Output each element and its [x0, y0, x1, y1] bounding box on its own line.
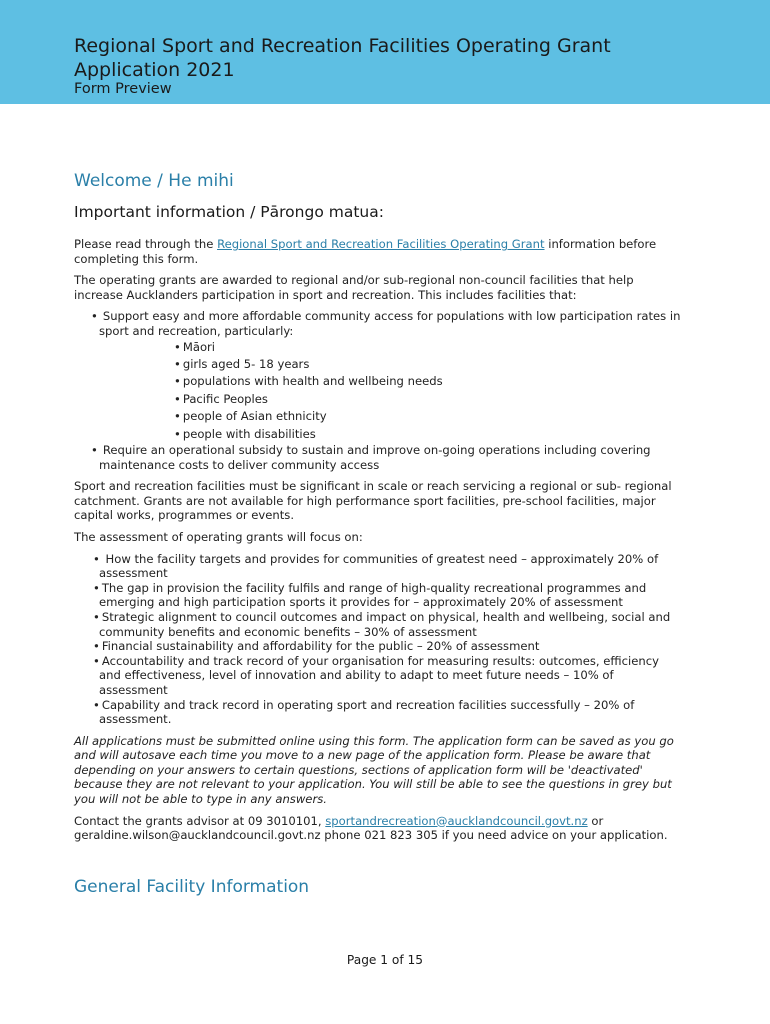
form-title: Regional Sport and Recreation Facilities Operating Grant Application 2021 — [74, 35, 611, 81]
online-submission-note: All applications must be submitted online using this form. The application form can be saved as you go and will autosave each time you move to a new page of the application form. Please be aware that depending on your answers to certain questions, sections of application form will be 'deactivated' because they are not relevant to your application. You will still be able to see the questions in grey but you will not be able to type in any answers. — [74, 733, 674, 807]
list-item: • Pacific Peoples — [99, 391, 684, 408]
list-item: • girls aged 5- 18 years — [99, 356, 684, 373]
priority-population-list — [99, 339, 684, 443]
list-item: • Require an operational subsidy to sustain and improve on-going operations including covering maintenance costs to deliver community access — [74, 443, 684, 472]
list-item: • Support easy and more affordable community access for populations with low participation rates in sport and recreation, particularly: • Māori • girls aged 5- 18 years • populations with health and wellbeing needs • Pacific Peoples • people of Asian ethnicity • people with disabilities — [74, 309, 684, 443]
important-info-heading: Important information / Pārongo matua: — [74, 203, 384, 221]
form-subtitle: Form Preview — [74, 81, 172, 97]
assessment-intro: The assessment of operating grants will focus on: — [74, 529, 363, 544]
list-item: • Financial sustainability and affordability for the public – 20% of assessment — [74, 639, 684, 654]
operating-grants-paragraph: The operating grants are awarded to regional and/or sub-regional non-council facilities that help increase Aucklanders participation in sport and recreation. This includes facilities that: — [74, 273, 634, 302]
contact-email-link[interactable]: sportandrecreation@aucklandcouncil.govt.nz — [325, 813, 588, 828]
form-content — [74, 170, 684, 898]
facility-criteria-list — [74, 309, 684, 472]
assessment-criteria-list — [74, 552, 684, 727]
contact-paragraph: Contact the grants advisor at 09 3010101, sportandrecreation@aucklandcouncil.govt.nz or geraldine.wilson@aucklandcouncil.govt.nz phone 021 823 305 if you need advice on your application. — [74, 813, 668, 843]
header-banner — [0, 0, 770, 104]
grant-info-link[interactable]: Regional Sport and Recreation Facilities Operating Grant — [217, 237, 545, 251]
general-facility-heading: General Facility Information — [74, 876, 310, 897]
list-item: • Capability and track record in operating sport and recreation facilities successfully – 20% of assessment. — [74, 698, 684, 727]
list-item: • populations with health and wellbeing needs — [99, 373, 684, 390]
welcome-heading: Welcome / He mihi — [74, 171, 234, 191]
list-item: • people with disabilities — [99, 426, 684, 443]
list-item: • The gap in provision the facility fulfils and range of high-quality recreational programmes and emerging and high participation sports it provides for – approximately 20% of assessment — [74, 581, 684, 610]
significance-paragraph: Sport and recreation facilities must be significant in scale or reach servicing a regional or sub- regional catchment. Grants are not available for high performance sport facilities, pre-school facilities, major capital works, programmes or events. — [74, 479, 672, 523]
list-item: • Accountability and track record of your organisation for measuring results: outcomes, efficiency and effectiveness, level of innovation and ability to adapt to meet future needs – 10% of assessment — [74, 654, 684, 698]
list-item: • Māori — [99, 339, 684, 356]
list-item: • How the facility targets and provides for communities of greatest need – approximately 20% of assessment — [74, 552, 684, 581]
page-number: Page 1 of 15 — [346, 953, 424, 967]
list-item: • people of Asian ethnicity — [99, 408, 684, 425]
intro-paragraph: Please read through the Regional Sport and Recreation Facilities Operating Grant information before completing this form. — [74, 237, 657, 266]
list-item: • Strategic alignment to council outcomes and impact on physical, health and wellbeing, social and community benefits and economic benefits – 30% of assessment — [74, 610, 684, 639]
